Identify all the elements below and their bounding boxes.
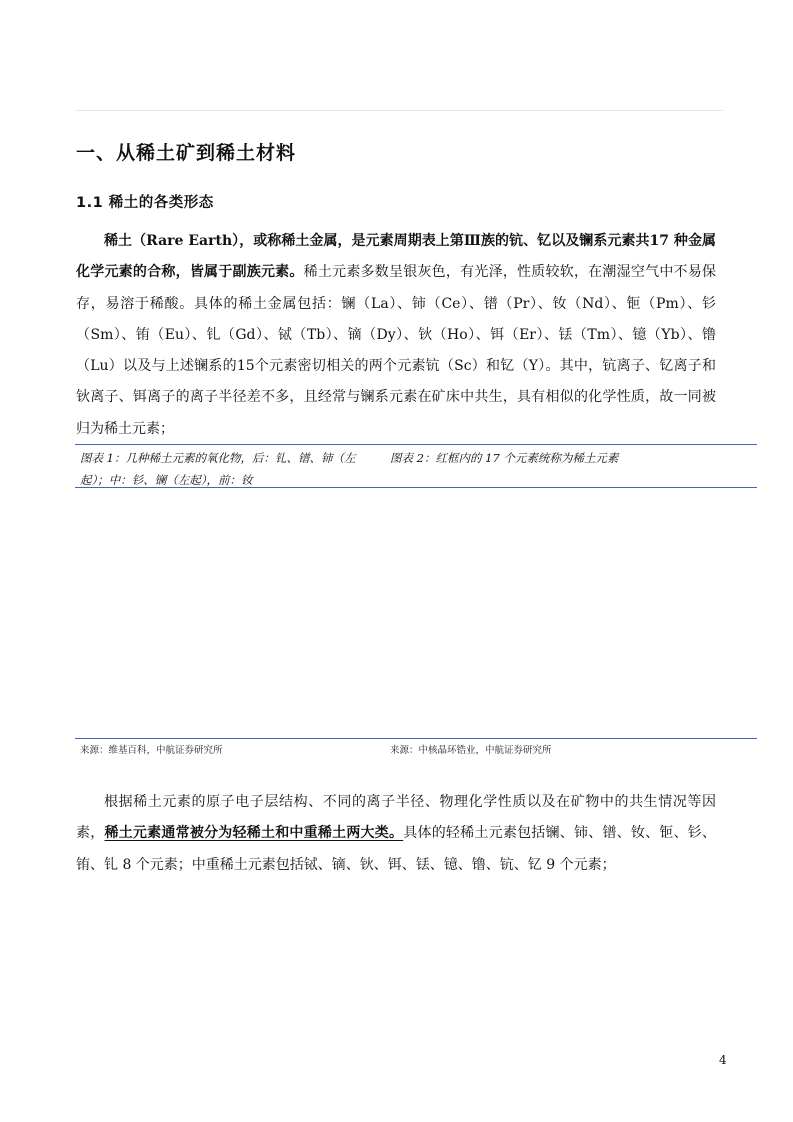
paragraph2-end: 具体的轻稀土元素包括镧、铈、镨、钕、钷、钐、铕、钆 8 个元素；中重稀土元素包括铽、镝、钬、铒、铥、镱、镥、钪、钇 9 个元素； bbox=[76, 825, 717, 873]
figure-source-1: 来源：维基百科，中航证券研究所 bbox=[80, 745, 223, 756]
figure-source-2: 来源：中核晶环锆业，中航证券研究所 bbox=[390, 745, 552, 756]
paragraph2-start: 根据稀土元素的原子电子层结构、不同的离子半径、物理化学性质以及在矿物中的共生情况等因素， bbox=[76, 794, 716, 842]
figure-top-rule bbox=[75, 444, 757, 445]
paragraph-body: 稀土元素多数呈银灰色，有光泽，性质较软，在潮湿空气中不易保存，易溶于稀酸。具体的稀土金属包括：镧（La）、铈（Ce）、镨（Pr）、钕（Nd）、钷（Pm）、钐（Sm）、铕（Eu）、钆（Gd）、铽（Tb）、镝（Dy）、钬（Ho）、铒（Er）、铥（Tm）、镱（Yb）、镥（Lu）以及与上述镧系的15个元素密切相关的两个元素钪（Sc）和钇（Y）。其中，钪离子、钇离子和钬离子、铒离子的离子半径差不多，且经常与镧系元素在矿床中共生，具有相似的化学性质，故一同被归为稀土元素； bbox=[76, 264, 717, 437]
subsection-heading: 1.1 稀土的各类形态 bbox=[76, 195, 214, 211]
figure-image-area bbox=[75, 489, 757, 737]
paragraph-rare-earth-definition bbox=[76, 226, 716, 445]
figure-bottom-rule bbox=[75, 738, 757, 739]
section-heading: 一、从稀土矿到稀土材料 bbox=[76, 142, 297, 164]
paragraph-classification bbox=[76, 787, 716, 881]
header-rule bbox=[75, 110, 723, 111]
figure-caption-rule bbox=[75, 487, 757, 488]
paragraph2-underlined: 稀土元素通常被分为轻稀土和中重稀土两大类。 bbox=[104, 825, 404, 842]
paragraph-bold-lead: 稀土（Rare Earth），或称稀土金属，是元素周期表上第Ⅲ族的钪、钇以及镧系元素共17 种金属化学元素的合称，皆属于副族元素。 bbox=[76, 233, 716, 281]
figure-caption-2: 图表 2：红框内的 17 个元素统称为稀土元素 bbox=[390, 451, 619, 465]
page-number: 4 bbox=[719, 1053, 727, 1067]
figure-caption-1: 图表 1：几种稀土元素的氧化物，后：钆、镨、铈（左起）；中：钐、镧（左起），前：钕 bbox=[80, 451, 356, 487]
